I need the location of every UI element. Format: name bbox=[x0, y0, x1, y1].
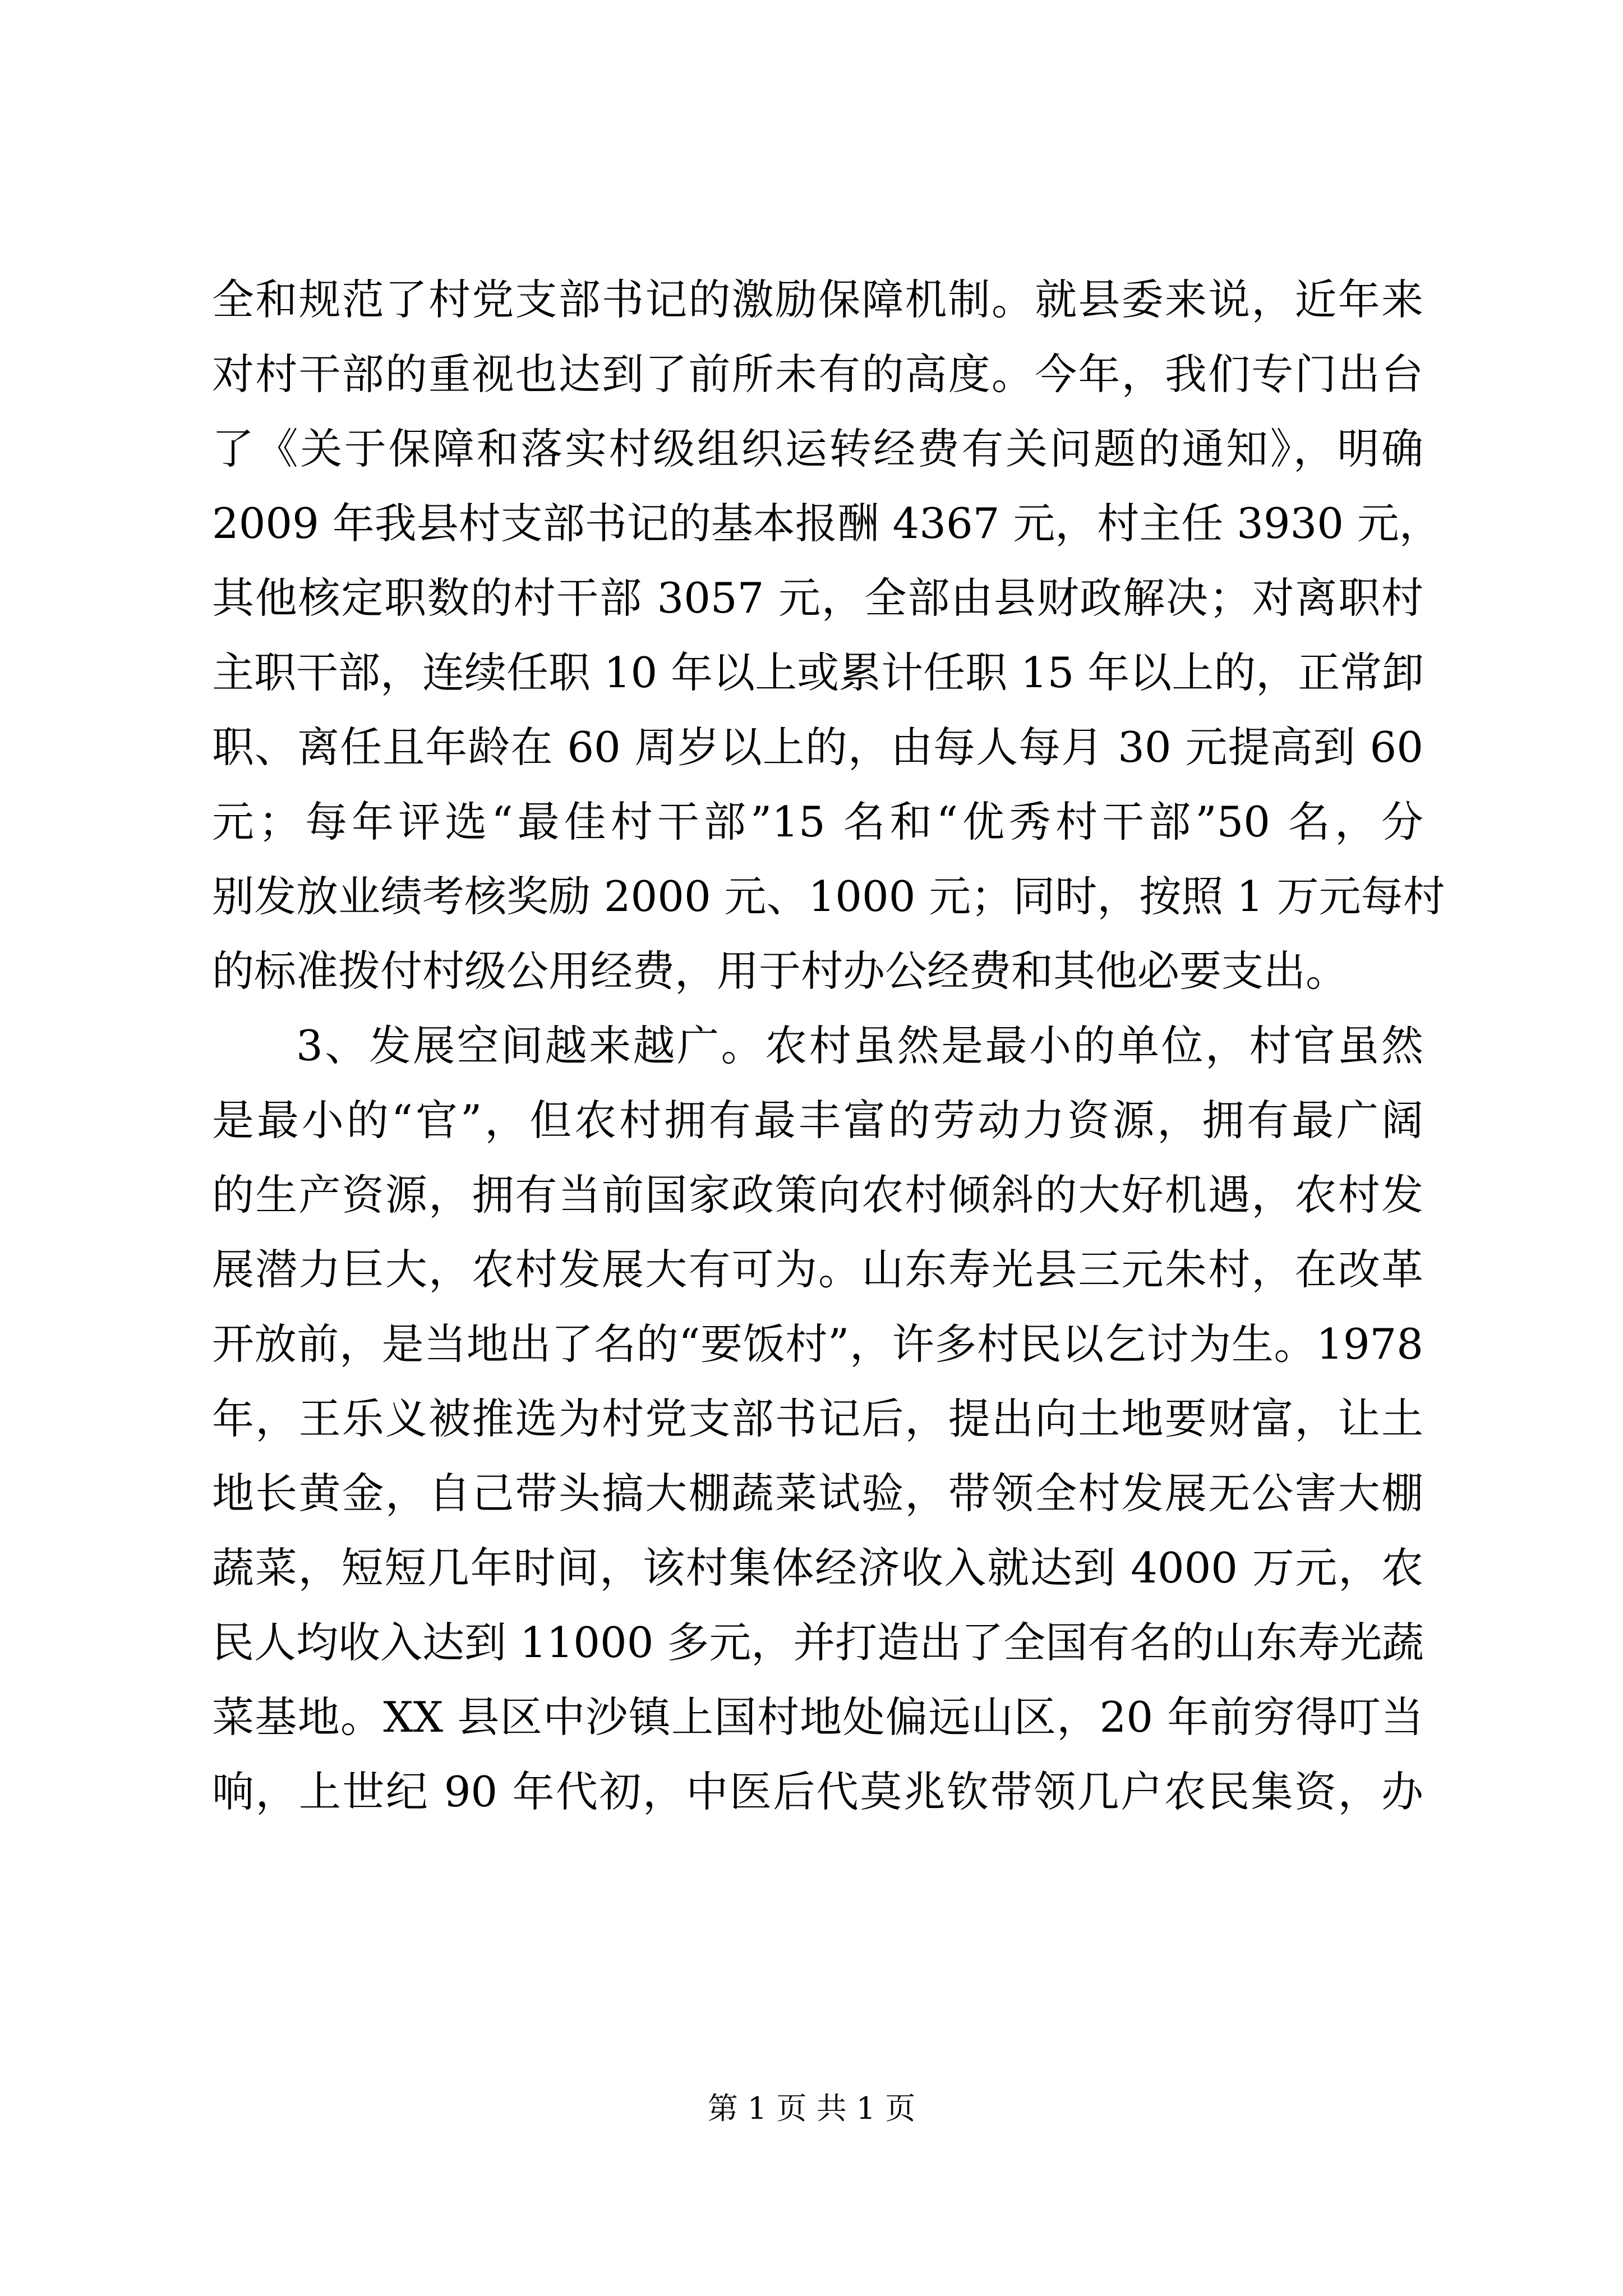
text-line: 元；每年评选“最佳村干部”15 名和“优秀村干部”50 名，分 bbox=[212, 797, 1423, 846]
body-text bbox=[212, 263, 1445, 1829]
text-line: 开放前，是当地出了名的“要饭村”，许多村民以乞讨为生。1978 bbox=[212, 1319, 1423, 1369]
text-line: 蔬菜，短短几年时间，该村集体经济收入就达到 4000 万元，农 bbox=[212, 1543, 1423, 1593]
text-line: 主职干部，连续任职 10 年以上或累计任职 15 年以上的，正常卸 bbox=[212, 648, 1424, 697]
text-line: 3、发展空间越来越广。农村虽然是最小的单位，村官虽然 bbox=[296, 1021, 1423, 1070]
text-line: 的标准拨付村级公用经费，用于村办公经费和其他必要支出。 bbox=[212, 946, 1348, 996]
text-line: 的生产资源，拥有当前国家政策向农村倾斜的大好机遇，农村发 bbox=[212, 1170, 1423, 1220]
text-line: 是最小的“官”，但农村拥有最丰富的劳动力资源，拥有最广阔 bbox=[212, 1096, 1423, 1145]
text-line: 展潜力巨大，农村发展大有可为。山东寿光县三元朱村，在改革 bbox=[212, 1245, 1423, 1294]
text-line: 对村干部的重视也达到了前所未有的高度。今年，我们专门出台 bbox=[212, 349, 1423, 399]
page-footer: 第 1 页 共 1 页 bbox=[707, 2091, 916, 2126]
text-line: 全和规范了村党支部书记的激励保障机制。就县委来说，近年来 bbox=[212, 275, 1423, 324]
text-line: 别发放业绩考核奖励 2000 元、1000 元；同时，按照 1 万元每村 bbox=[212, 872, 1445, 921]
text-line: 响，上世纪 90 年代初，中医后代莫兆钦带领几户农民集资，办 bbox=[212, 1767, 1423, 1816]
text-line: 2009 年我县村支部书记的基本报酬 4367 元，村主任 3930 元， bbox=[212, 499, 1441, 548]
text-line: 职、离任且年龄在 60 周岁以上的，由每人每月 30 元提高到 60 bbox=[212, 723, 1423, 772]
text-line: 地长黄金，自己带头搞大棚蔬菜试验，带领全村发展无公害大棚 bbox=[212, 1469, 1423, 1518]
text-line: 年，王乐义被推选为村党支部书记后，提出向土地要财富，让土 bbox=[212, 1394, 1423, 1443]
text-line: 了《关于保障和落实村级组织运转经费有关问题的通知》，明确 bbox=[212, 424, 1423, 473]
text-line: 其他核定职数的村干部 3057 元，全部由县财政解决；对离职村 bbox=[212, 573, 1423, 623]
paragraph-development-space bbox=[212, 1009, 1423, 1829]
text-line: 菜基地。XX 县区中沙镇上国村地处偏远山区，20 年前穷得叮当 bbox=[212, 1692, 1423, 1742]
text-line: 民人均收入达到 11000 多元，并打造出了全国有名的山东寿光蔬 bbox=[212, 1618, 1424, 1667]
paragraph-incentive-mechanism bbox=[212, 263, 1445, 1009]
